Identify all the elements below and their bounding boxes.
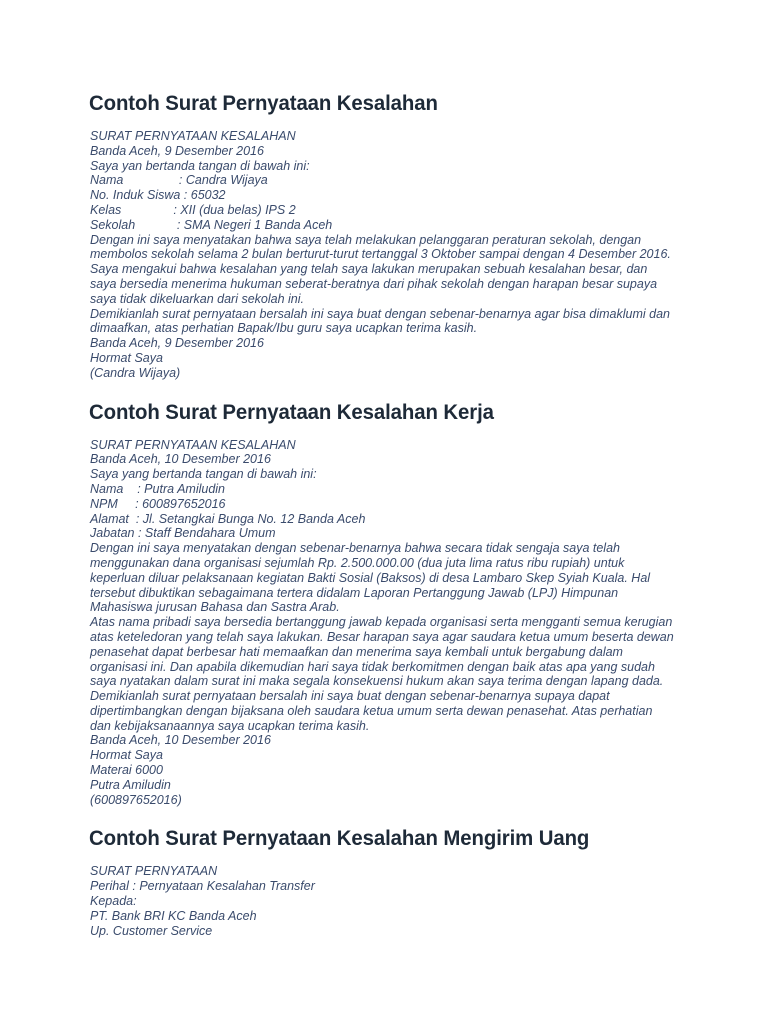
letter-line: saya tidak dikeluarkan dari sekolah ini. (90, 291, 305, 306)
letter-line: membolos sekolah selama 2 bulan berturut-turut tertanggal 3 Oktober sampai dengan 4 Desember 2016. (90, 247, 671, 262)
letter-line: saya nyatakan dalam surat ini maka segala konsekuensi hukum akan saya terima dengan lapang dada. (90, 674, 664, 689)
letter-line: NPM : 600897652016 (90, 496, 226, 511)
section-heading: Contoh Surat Pernyataan Kesalahan Kerja (89, 400, 494, 424)
letter-line: penasehat dapat berbesar hati memaafkan dan menerima saya kembali untuk bergabung dalam (90, 644, 623, 659)
letter-line: Materai 6000 (90, 763, 163, 778)
letter-line: keperluan diluar pelaksanaan kegiatan Bakti Sosial (Baksos) di desa Lambaro Skep Syiah Kuala. Hal (90, 570, 651, 585)
letter-line: (Candra Wijaya) (90, 365, 181, 380)
letter-line: Atas nama pribadi saya bersedia bertanggung jawab kepada organisasi serta mengganti semua kerugian (90, 615, 673, 630)
letter-line: dimaafkan, atas perhatian Bapak/Ibu guru saya ucapkan terima kasih. (90, 321, 478, 336)
letter-line: Putra Amiludin (90, 777, 171, 792)
letter-line: Banda Aceh, 9 Desember 2016 (90, 336, 264, 351)
letter-line: Banda Aceh, 9 Desember 2016 (90, 143, 264, 158)
letter-line: organisasi ini. Dan apabila dikemudian hari saya tidak berkomitmen dengan baik atas apa yang sudah (90, 659, 655, 674)
letter-line: Demikianlah surat pernyataan bersalah ini saya buat dengan sebenar-benarnya agar bisa dimaklumi dan (90, 306, 670, 321)
letter-line: Nama : Putra Amiludin (90, 481, 226, 496)
letter-line: dan kebijaksanaannya saya ucapkan terima kasih. (90, 718, 370, 733)
letter-line: Kepada: (90, 894, 137, 909)
letter-line: Saya yan bertanda tangan di bawah ini: (90, 158, 310, 173)
letter-line: Banda Aceh, 10 Desember 2016 (90, 452, 271, 467)
letter-line: SURAT PERNYATAAN (90, 864, 218, 879)
letter-line: menggunakan dana organisasi sejumlah Rp. 2.500.000.00 (dua juta lima ratus ribu rupiah) untuk (90, 555, 625, 570)
letter-line: Up. Customer Service (90, 923, 213, 938)
letter-line: Dengan ini saya menyatakan bahwa saya telah melakukan pelanggaran peraturan sekolah, dengan (90, 232, 642, 247)
letter-section (90, 401, 768, 808)
letter-section (90, 827, 768, 938)
letter-line: PT. Bank BRI KC Banda Aceh (90, 908, 257, 923)
letter-line: Hormat Saya (90, 748, 163, 763)
letter-line: Dengan ini saya menyatakan dengan sebenar-benarnya bahwa secara tidak sengaja saya telah (90, 541, 620, 556)
section-heading: Contoh Surat Pernyataan Kesalahan Mengirim Uang (89, 827, 590, 851)
letter-line: Hormat Saya (90, 350, 163, 365)
letter-line: dipertimbangkan dengan bijaksana oleh saudara ketua umum serta dewan penasehat. Atas perhatian (90, 703, 653, 718)
letter-line: Mahasiswa jurusan Bahasa dan Sastra Arab. (90, 600, 340, 615)
letter-line: (600897652016) (90, 792, 182, 807)
letter-line: Nama : Candra Wijaya (90, 173, 268, 188)
letter-line: saya bersedia menerima hukuman seberat-beratnya dari pihak sekolah dengan harapan besar supaya (90, 276, 658, 291)
letter-line: Alamat : Jl. Setangkai Bunga No. 12 Banda Aceh (90, 511, 366, 526)
letter-line: SURAT PERNYATAAN KESALAHAN (90, 129, 296, 143)
letter-line: No. Induk Siswa : 65032 (90, 188, 226, 203)
letter-line: Saya yang bertanda tangan di bawah ini: (90, 467, 317, 482)
letter-line: Perihal : Pernyataan Kesalahan Transfer (90, 879, 315, 894)
letter-section (90, 92, 768, 381)
section-heading: Contoh Surat Pernyataan Kesalahan (89, 92, 438, 115)
letter-line: atas keteledoran yang telah saya lakukan. Besar harapan saya agar saudara ketua umum beserta dewan (90, 629, 674, 644)
letter-line: Saya mengakui bahwa kesalahan yang telah saya lakukan merupakan sebuah kesalahan besar, dan (90, 262, 648, 277)
letter-line: Sekolah : SMA Negeri 1 Banda Aceh (90, 217, 333, 232)
letter-line: Banda Aceh, 10 Desember 2016 (90, 733, 271, 748)
letter-line: Demikianlah surat pernyataan bersalah ini saya buat dengan sebenar-benarnya supaya dapat (90, 689, 610, 704)
letter-line: Jabatan : Staff Bendahara Umum (90, 526, 276, 541)
letter-line: tersebut dibuktikan sebagaimana tertera didalam Laporan Pertanggung Jawab (LPJ) Himpunan (90, 585, 619, 600)
letter-line: SURAT PERNYATAAN KESALAHAN (90, 437, 296, 452)
letter-line: Kelas : XII (dua belas) IPS 2 (90, 202, 296, 217)
